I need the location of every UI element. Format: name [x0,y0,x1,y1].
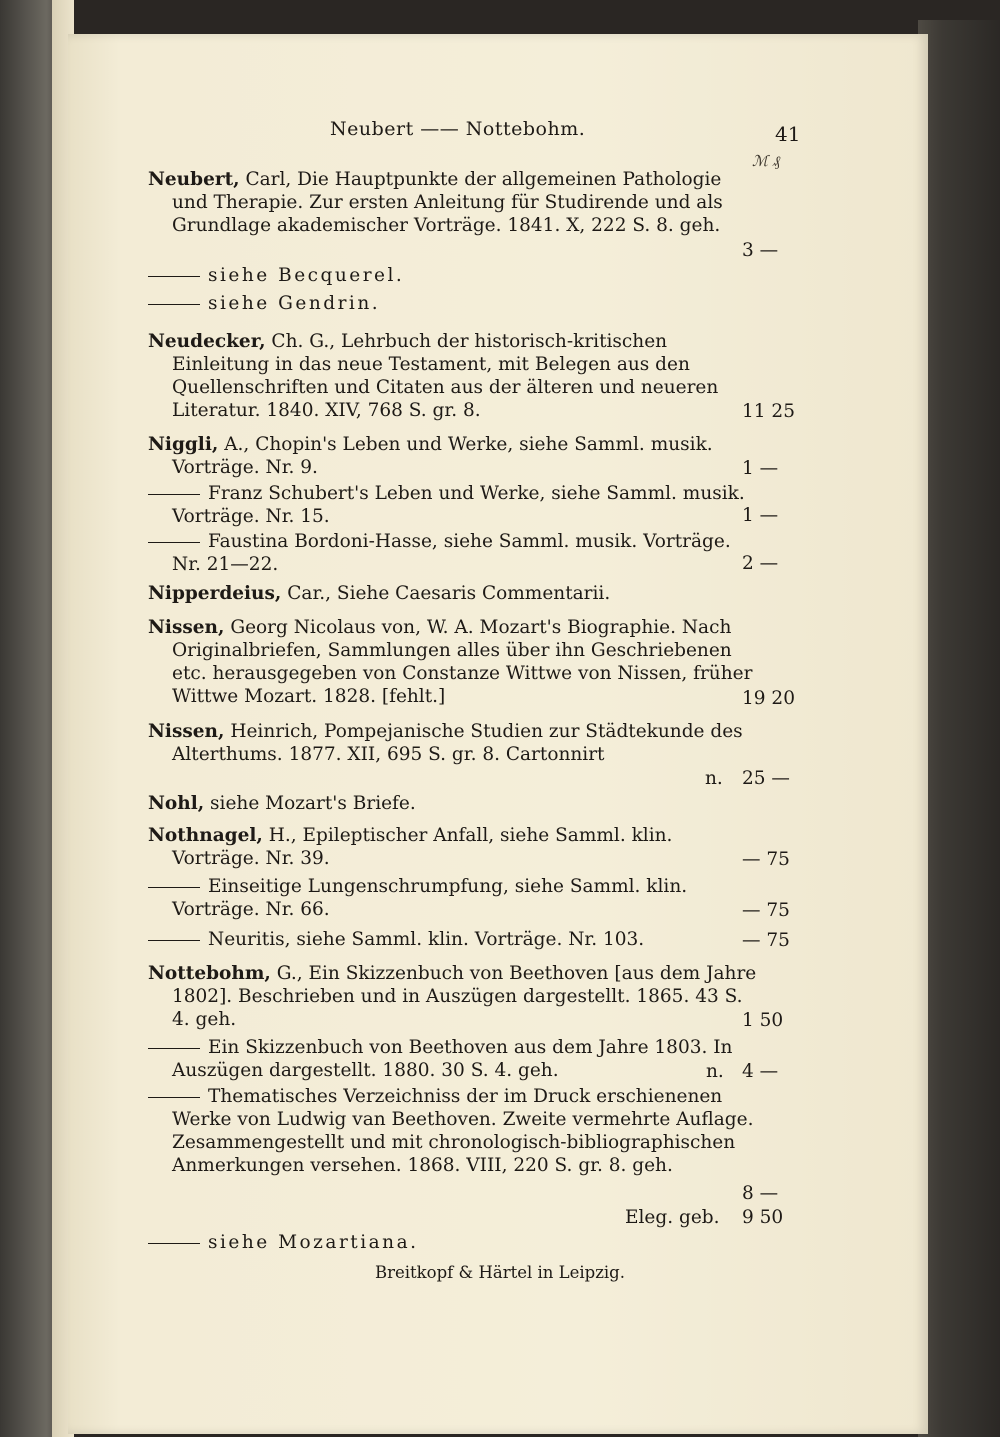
currency-column-labels: ℳ ₰ [752,152,781,170]
entry-nohl: Nohl, siehe Mozart's Briefe. [148,793,416,814]
net-prefix: n. [705,768,723,789]
price: 11 25 [742,401,795,422]
entry-niggli-schubert: Franz Schubert's Leben und Werke, siehe Samml. musik. Vorträge. Nr. 15. [148,482,760,528]
page-number: 41 [775,122,801,146]
price: — 75 [742,849,790,870]
price: 1 — [742,458,779,479]
ditto-dash [148,1048,200,1049]
price: 8 — [742,1183,779,1204]
price: 3 — [742,240,779,261]
ditto-dash [148,276,200,277]
price: — 75 [742,930,790,951]
ditto-dash [148,887,200,888]
entry-nottebohm: Nottebohm, G., Ein Skizzenbuch von Beethoven [aus dem Jahre 1802]. Beschrieben und in Auszügen dargestellt. 1865. 43 S. 4. geh. [148,963,757,1030]
price: 19 20 [742,688,795,709]
entry-nottebohm-thematisch: Thematisches Verzeichniss der im Druck erschienenen Werke von Ludwig van Beethoven. Zweite vermehrte Auflage. Zesammengestellt und mit chronologisch-bibliographischen Anmerkungen versehen. 1868. VIII, 220 S. gr. 8. geh. [148,1085,760,1177]
entry-nothnagel-neuritis: Neuritis, siehe Samml. klin. Vorträge. Nr. 103. [148,928,760,951]
publisher-footer: Breitkopf & Härtel in Leipzig. [375,1263,625,1282]
entry-neubert: Neubert, Carl, Die Hauptpunkte der allgemeinen Pathologie und Therapie. Zur ersten Anleitung für Studirende und als Grundlage akademischer Vorträge. 1841. X, 222 S. 8. geh. [148,169,723,236]
entry-niggli-hasse: Faustina Bordoni-Hasse, siehe Samml. musik. Vorträge. Nr. 21—22. [148,530,760,576]
entry-nissen-georg: Nissen, Georg Nicolaus von, W. A. Mozart's Biographie. Nach Originalbriefen, Sammlungen alles über ihn Geschriebenen etc. herausgegeben von Constanze Wittwe von Nissen, früher Wittwe Mozart. 1828. [fehlt.] [148,617,753,707]
running-head: Neubert —— Nottebohm. [330,118,586,140]
ditto-dash [148,1243,200,1244]
ditto-dash [148,494,200,495]
ditto-dash [148,940,200,941]
ditto-dash [148,1097,200,1098]
entry-nothnagel: Nothnagel, H., Epileptischer Anfall, siehe Samml. klin. Vorträge. Nr. 39. [148,825,673,869]
price: 2 — [742,553,779,574]
entry-neubert-becquerel: siehe Becquerel. [148,264,760,287]
price: — 75 [742,900,790,921]
ditto-dash [148,542,200,543]
entry-nissen-heinrich: Nissen, Heinrich, Pompejanische Studien zur Städtekunde des Alterthums. 1877. XII, 695 S. gr. 8. Cartonnirt [148,721,743,765]
entry-neubert-gendrin: siehe Gendrin. [148,292,760,315]
entry-nottebohm-1803: Ein Skizzenbuch von Beethoven aus dem Jahre 1803. In Auszügen dargestellt. 1880. 30 S. 4. geh. [148,1036,760,1082]
entry-nipperdeius: Nipperdeius, Car., Siehe Caesaris Commentarii. [148,583,611,604]
price: 4 — [742,1061,779,1082]
net-prefix: n. [706,1061,724,1082]
entry-nottebohm-mozartiana: siehe Mozartiana. [148,1231,760,1254]
price: 9 50 [742,1207,784,1228]
ditto-dash [148,304,200,305]
price: 25 — [742,768,790,789]
page-header [0,118,1000,148]
price: 1 — [742,505,779,526]
book-cover-edge [918,20,1000,1437]
binding-label: Eleg. geb. [625,1207,720,1228]
price: 1 50 [742,1010,784,1031]
entry-niggli: Niggli, A., Chopin's Leben und Werke, siehe Samml. musik. Vorträge. Nr. 9. [148,434,713,478]
entry-neudecker: Neudecker, Ch. G., Lehrbuch der historisch-kritischen Einleitung in das neue Testament, mit Belegen aus den Quellenschriften und Citaten aus der älteren und neueren Literatur. 1840. XIV, 768 S. gr. 8. [148,331,719,421]
entry-nothnagel-lungen: Einseitige Lungenschrumpfung, siehe Samml. klin. Vorträge. Nr. 66. [148,875,760,921]
